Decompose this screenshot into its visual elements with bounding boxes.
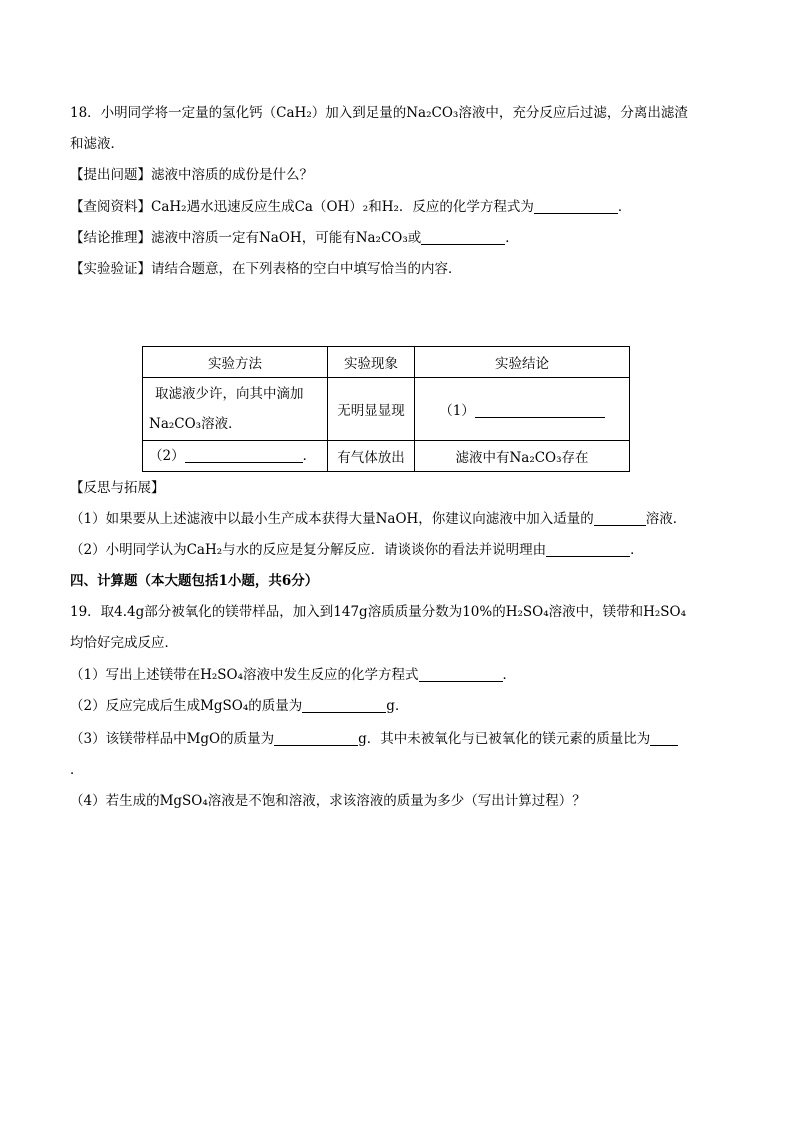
q18-reflection-label: 【反思与拓展】 bbox=[70, 480, 165, 496]
research-text: CaH₂遇水迅速反应生成Ca（OH）₂和H₂．反应的化学方程式为 bbox=[151, 199, 534, 215]
row1-method-line-b: Na₂CO₃溶液． bbox=[149, 416, 242, 432]
q19-part3-end: ． bbox=[70, 762, 84, 778]
table-row bbox=[143, 441, 630, 472]
reflect1-answer-blank[interactable] bbox=[594, 511, 646, 526]
inference-end: ． bbox=[505, 230, 519, 246]
q18-inference bbox=[70, 228, 519, 248]
part1-answer-blank[interactable] bbox=[419, 667, 503, 682]
q19-part3 bbox=[70, 729, 678, 749]
table-header-row bbox=[143, 347, 630, 378]
row2-phenomenon: 有气体放出 bbox=[328, 441, 415, 472]
experiment-table bbox=[142, 346, 630, 472]
q18-question bbox=[70, 165, 313, 185]
verify-text: 请结合题意，在下列表格的空白中填写恰当的内容． bbox=[151, 261, 462, 277]
q18-reflect1 bbox=[70, 509, 686, 529]
row1-conclusion-blank[interactable] bbox=[475, 403, 605, 418]
part3-mid: g．其中未被氧化与已被氧化的镁元素的质量比为 bbox=[358, 731, 651, 747]
row2-method-label: （2） bbox=[149, 448, 185, 464]
q18-reflect2 bbox=[70, 540, 644, 560]
q18-intro-line1: 18．小明同学将一定量的氢化钙（CaH₂）加入到足量的Na₂CO₃溶液中，充分反应后过滤，分离出滤渣 bbox=[70, 105, 688, 121]
question-text: 滤液中溶质的成份是什么？ bbox=[151, 167, 313, 183]
part2-text: （2）反应完成后生成MgSO₄的质量为 bbox=[70, 698, 303, 714]
inference-text: 滤液中溶质一定有NaOH，可能有Na₂CO₃或 bbox=[151, 230, 422, 246]
section4-title: 四、计算题（本大题包括1小题，共6分） bbox=[70, 573, 319, 589]
row2-method-end: ． bbox=[302, 448, 317, 464]
reflect2-end: ． bbox=[630, 542, 644, 558]
verify-label: 【实验验证】 bbox=[70, 261, 151, 277]
row2-conclusion: 滤液中有Na₂CO₃存在 bbox=[415, 441, 630, 472]
row1-conclusion bbox=[415, 378, 630, 441]
row1-phenomenon: 无明显显现 bbox=[328, 378, 415, 441]
research-label: 【查阅资料】 bbox=[70, 199, 151, 215]
reflect2-answer-blank[interactable] bbox=[546, 542, 630, 557]
reflect1-text: （1）如果要从上述滤液中以最小生产成本获得大量NaOH，你建议向滤液中加入适量的 bbox=[70, 511, 594, 527]
part2-end: g． bbox=[386, 698, 409, 714]
q19-intro-line2: 均恰好完成反应． bbox=[70, 635, 178, 651]
part3-mass-blank[interactable] bbox=[274, 731, 358, 746]
reflect1-end: 溶液． bbox=[645, 511, 687, 527]
row1-conclusion-label: （1） bbox=[439, 403, 475, 419]
reflect2-text: （2）小明同学认为CaH₂与水的反应是复分解反应．请谈谈你的看法并说明理由 bbox=[70, 542, 547, 558]
header-method: 实验方法 bbox=[143, 347, 328, 378]
q18-verify bbox=[70, 259, 462, 279]
research-answer-blank[interactable] bbox=[534, 199, 618, 214]
q19-part4: （4）若生成的MgSO₄溶液是不饱和溶液，求该溶液的质量为多少（写出计算过程）？ bbox=[70, 793, 586, 809]
part2-answer-blank[interactable] bbox=[302, 698, 386, 713]
inference-answer-blank[interactable] bbox=[421, 230, 505, 245]
inference-label: 【结论推理】 bbox=[70, 230, 151, 246]
part3-text: （3）该镁带样品中MgO的质量为 bbox=[70, 731, 275, 747]
row1-method-line-a: 取滤液少许，向其中滴加 bbox=[155, 386, 304, 402]
part3-ratio-blank[interactable] bbox=[650, 731, 678, 746]
research-end: ． bbox=[617, 199, 632, 215]
table-row bbox=[143, 378, 630, 441]
row2-method bbox=[143, 441, 328, 472]
question-label: 【提出问题】 bbox=[70, 167, 151, 183]
q18-research bbox=[70, 197, 631, 217]
row1-method bbox=[143, 378, 328, 441]
q19-intro-line1: 19．取4.4g部分被氧化的镁带样品，加入到147g溶质质量分数为10%的H₂SO₄溶液中，镁带和H₂SO₄ bbox=[70, 604, 687, 620]
q18-intro-line2: 和滤液． bbox=[70, 136, 124, 152]
header-phenomenon: 实验现象 bbox=[328, 347, 415, 378]
row2-method-blank[interactable] bbox=[185, 448, 303, 463]
header-conclusion: 实验结论 bbox=[415, 347, 630, 378]
q19-part1 bbox=[70, 665, 516, 685]
part1-end: ． bbox=[502, 667, 517, 683]
q19-part2 bbox=[70, 696, 408, 716]
part1-text: （1）写出上述镁带在H₂SO₄溶液中发生反应的化学方程式 bbox=[70, 667, 419, 683]
